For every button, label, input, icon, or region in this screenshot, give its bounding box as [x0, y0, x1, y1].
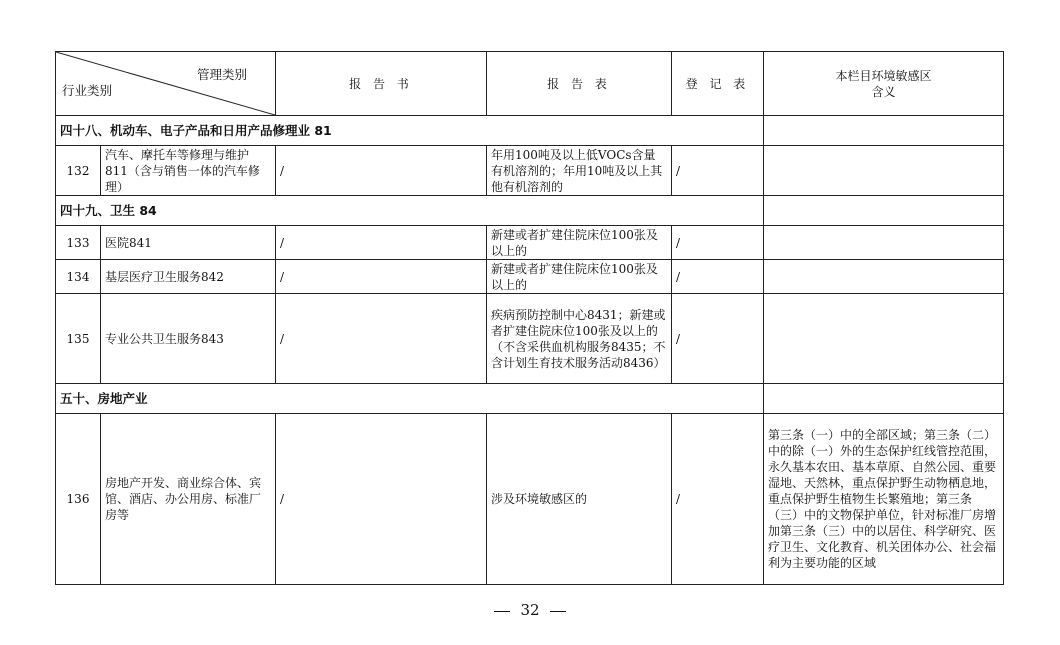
- industry-name: 房地产开发、商业综合体、宾馆、酒店、办公用房、标准厂房等: [101, 414, 276, 585]
- industry-name: 医院841: [101, 226, 276, 260]
- row-number: 134: [56, 260, 101, 294]
- report-form-cell: 新建或者扩建住院床位100张及以上的: [487, 260, 672, 294]
- registration-cell: /: [672, 226, 764, 260]
- section-blank-cell: [764, 196, 1004, 226]
- registration-form-header: 登 记 表: [672, 52, 764, 116]
- sensitive-area-cell: [764, 260, 1004, 294]
- sensitive-area-header-line2: 含义: [871, 84, 896, 99]
- report-form-cell: 涉及环境敏感区的: [487, 414, 672, 585]
- footer-dash-left: [494, 611, 510, 612]
- sensitive-area-cell: [764, 226, 1004, 260]
- table-row-136: [56, 414, 1004, 585]
- report-book-header: 报 告 书: [276, 52, 487, 116]
- report-book-cell: /: [276, 414, 487, 585]
- section-row-49: [56, 196, 1004, 226]
- footer-dash-right: [550, 611, 566, 612]
- industry-name: 汽车、摩托车等修理与维护811（含与销售一体的汽车修理）: [101, 146, 276, 196]
- diagonal-header-cell: [56, 52, 276, 116]
- sensitive-area-header: [764, 52, 1004, 116]
- report-form-cell: 年用100吨及以上低VOCs含量有机溶剂的；年用10吨及以上其他有机溶剂的: [487, 146, 672, 196]
- section-title: 四十八、机动车、电子产品和日用产品修理业 81: [56, 116, 764, 146]
- manage-category-label: 管理类别: [196, 67, 247, 82]
- row-number: 136: [56, 414, 101, 585]
- table-row-132: [56, 146, 1004, 196]
- section-row-50: [56, 384, 1004, 414]
- report-form-header: 报 告 表: [487, 52, 672, 116]
- section-title: 四十九、卫生 84: [56, 196, 764, 226]
- registration-cell: /: [672, 414, 764, 585]
- report-book-cell: /: [276, 294, 487, 384]
- table-row-135: [56, 294, 1004, 384]
- industry-category-label: 行业类别: [62, 83, 113, 98]
- row-number: 135: [56, 294, 101, 384]
- report-form-cell: 新建或者扩建住院床位100张及以上的: [487, 226, 672, 260]
- table-row-133: [56, 226, 1004, 260]
- registration-cell: /: [672, 146, 764, 196]
- sensitive-area-cell: [764, 294, 1004, 384]
- sensitive-area-cell: 第三条（一）中的全部区域；第三条（二）中的除（一）外的生态保护红线管控范围，永久基本农田、基本草原、自然公园、重要湿地、天然林，重点保护野生动物栖息地，重点保护野生植物生长繁殖地；第三条（三）中的文物保护单位，针对标准厂房增加第三条（三）中的以居住、科学研究、医疗卫生、文化教育、机关团体办公、社会福利为主要功能的区域: [764, 414, 1004, 585]
- industry-name: 基层医疗卫生服务842: [101, 260, 276, 294]
- section-title: 五十、房地产业: [56, 384, 764, 414]
- row-number: 133: [56, 226, 101, 260]
- sensitive-area-cell: [764, 146, 1004, 196]
- registration-cell: /: [672, 260, 764, 294]
- table-row-134: [56, 260, 1004, 294]
- section-blank-cell: [764, 116, 1004, 146]
- environmental-classification-table: [55, 51, 1004, 585]
- report-book-cell: /: [276, 226, 487, 260]
- page-footer: [0, 601, 1060, 619]
- sensitive-area-header-line1: 本栏目环境敏感区: [835, 68, 932, 83]
- report-book-cell: /: [276, 260, 487, 294]
- section-row-48: [56, 116, 1004, 146]
- industry-name: 专业公共卫生服务843: [101, 294, 276, 384]
- report-form-cell: 疾病预防控制中心8431；新建或者扩建住院床位100张及以上的（不含采供血机构服务8435；不含计划生育技术服务活动8436）: [487, 294, 672, 384]
- table-header-row: [56, 52, 1004, 116]
- registration-cell: /: [672, 294, 764, 384]
- section-blank-cell: [764, 384, 1004, 414]
- page-number: 32: [520, 601, 540, 619]
- report-book-cell: /: [276, 146, 487, 196]
- row-number: 132: [56, 146, 101, 196]
